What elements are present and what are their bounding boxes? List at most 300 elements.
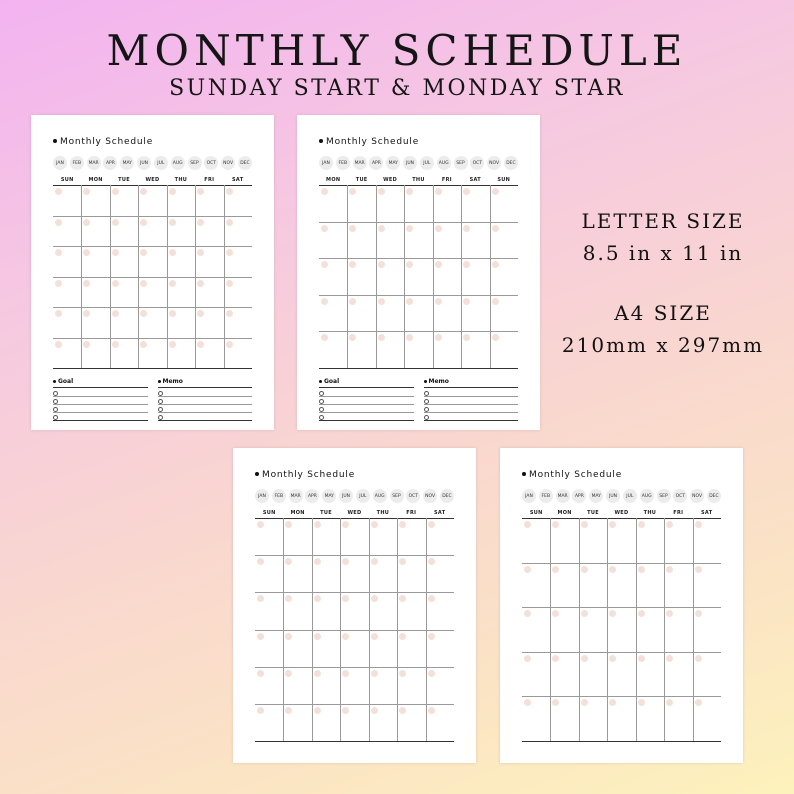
date-circle[interactable]: [321, 261, 328, 268]
grid-row-line: [319, 295, 518, 296]
grid-column-line: [664, 518, 665, 741]
weekday-label: FRI: [441, 177, 452, 183]
grid-row-line: [522, 696, 721, 697]
grid-row-line: [522, 652, 721, 653]
date-circle[interactable]: [399, 633, 406, 640]
date-circle[interactable]: [342, 670, 349, 677]
title-bullet: [319, 139, 323, 143]
weekday-label: TUE: [355, 177, 368, 183]
date-circle[interactable]: [435, 225, 442, 232]
date-circle[interactable]: [378, 225, 385, 232]
date-circle[interactable]: [314, 558, 321, 565]
date-circle[interactable]: [609, 699, 616, 706]
month-pill[interactable]: OCT: [204, 156, 218, 170]
memo-line[interactable]: [158, 420, 253, 421]
main-title: MONTHLY SCHEDULE: [106, 26, 688, 75]
title-bullet: [53, 139, 57, 143]
date-circle[interactable]: [169, 341, 176, 348]
weekday-label: SAT: [469, 177, 482, 183]
date-circle[interactable]: [428, 633, 435, 640]
date-circle[interactable]: [55, 280, 62, 287]
date-circle[interactable]: [197, 188, 204, 195]
date-circle[interactable]: [342, 707, 349, 714]
date-circle[interactable]: [55, 310, 62, 317]
date-circle[interactable]: [524, 610, 531, 617]
subtitle: SUNDAY START & MONDAY STAR: [169, 76, 625, 101]
date-circle[interactable]: [435, 188, 442, 195]
grid-bottom-line: [255, 741, 454, 742]
weekday-label: MON: [326, 177, 341, 183]
grid-bottom-line: [53, 368, 252, 369]
date-circle[interactable]: [406, 298, 413, 305]
date-circle[interactable]: [695, 610, 702, 617]
weekday-label: WED: [383, 177, 398, 183]
date-circle[interactable]: [112, 188, 119, 195]
month-pill[interactable]: OCT: [470, 156, 484, 170]
planner-title-text: Monthly Schedule: [262, 470, 356, 480]
date-circle[interactable]: [112, 219, 119, 226]
date-circle[interactable]: [112, 249, 119, 256]
date-circle[interactable]: [552, 655, 559, 662]
date-circle[interactable]: [695, 566, 702, 573]
date-circle[interactable]: [169, 280, 176, 287]
planner-title: [255, 470, 355, 480]
a4-size-label: A4 SIZE: [614, 301, 712, 325]
date-circle[interactable]: [371, 670, 378, 677]
month-pill[interactable]: MAR: [87, 156, 101, 170]
weekday-label: SAT: [434, 510, 446, 516]
month-pill[interactable]: JAN: [319, 156, 333, 170]
month-pill[interactable]: JUN: [137, 156, 151, 170]
date-circle[interactable]: [435, 298, 442, 305]
date-circle[interactable]: [399, 670, 406, 677]
month-pill[interactable]: APR: [572, 489, 586, 503]
date-circle[interactable]: [257, 558, 264, 565]
grid-row-line: [255, 704, 454, 705]
grid-column-line: [426, 518, 427, 741]
date-circle[interactable]: [112, 310, 119, 317]
month-pill[interactable]: DEC: [440, 489, 454, 503]
date-circle[interactable]: [371, 558, 378, 565]
date-circle[interactable]: [492, 225, 499, 232]
planner-page-sunday-start-no-notes: [233, 448, 476, 763]
month-pill[interactable]: JUL: [420, 156, 434, 170]
grid-bottom-line: [319, 368, 518, 369]
date-circle[interactable]: [406, 334, 413, 341]
date-circle[interactable]: [399, 521, 406, 528]
date-circle[interactable]: [581, 521, 588, 528]
date-circle[interactable]: [463, 188, 470, 195]
date-circle[interactable]: [638, 610, 645, 617]
month-pill[interactable]: FEB: [336, 156, 350, 170]
grid-column-line: [312, 518, 313, 741]
date-circle[interactable]: [638, 655, 645, 662]
grid-row-line: [53, 277, 252, 278]
date-circle[interactable]: [406, 188, 413, 195]
memo-title: [424, 378, 449, 385]
date-circle[interactable]: [581, 610, 588, 617]
date-circle[interactable]: [321, 334, 328, 341]
date-circle[interactable]: [463, 261, 470, 268]
date-circle[interactable]: [314, 633, 321, 640]
goal-label: Goal: [58, 378, 74, 385]
date-circle[interactable]: [399, 707, 406, 714]
date-circle[interactable]: [285, 633, 292, 640]
date-circle[interactable]: [428, 521, 435, 528]
memo-label: Memo: [428, 378, 449, 385]
goal-line[interactable]: [319, 404, 414, 405]
date-circle[interactable]: [609, 610, 616, 617]
month-pill[interactable]: OCT: [673, 489, 687, 503]
date-circle[interactable]: [83, 249, 90, 256]
date-circle[interactable]: [695, 699, 702, 706]
date-circle[interactable]: [285, 595, 292, 602]
date-circle[interactable]: [581, 699, 588, 706]
weekday-label: SAT: [701, 510, 713, 516]
goal-underline: [53, 387, 148, 388]
grid-row-line: [319, 222, 518, 223]
month-pill[interactable]: NOV: [690, 489, 704, 503]
letter-size-label: LETTER SIZE: [581, 209, 745, 233]
date-circle[interactable]: [695, 655, 702, 662]
date-circle[interactable]: [285, 558, 292, 565]
date-circle[interactable]: [492, 261, 499, 268]
grid-row-line: [319, 331, 518, 332]
month-pill[interactable]: SEP: [657, 489, 671, 503]
date-circle[interactable]: [55, 188, 62, 195]
goal-line[interactable]: [53, 396, 148, 397]
date-circle[interactable]: [83, 280, 90, 287]
date-circle[interactable]: [321, 188, 328, 195]
month-pill[interactable]: SEP: [454, 156, 468, 170]
date-circle[interactable]: [428, 595, 435, 602]
month-pill[interactable]: OCT: [406, 489, 420, 503]
date-circle[interactable]: [349, 261, 356, 268]
date-circle[interactable]: [140, 280, 147, 287]
grid-row-line: [522, 607, 721, 608]
date-circle[interactable]: [140, 341, 147, 348]
month-pill[interactable]: DEC: [238, 156, 252, 170]
date-circle[interactable]: [463, 225, 470, 232]
month-pill[interactable]: NOV: [423, 489, 437, 503]
date-circle[interactable]: [371, 595, 378, 602]
date-circle[interactable]: [378, 298, 385, 305]
date-circle[interactable]: [342, 558, 349, 565]
date-circle[interactable]: [140, 249, 147, 256]
date-circle[interactable]: [197, 249, 204, 256]
month-pill[interactable]: SEP: [188, 156, 202, 170]
date-circle[interactable]: [609, 655, 616, 662]
date-circle[interactable]: [581, 566, 588, 573]
memo-line[interactable]: [424, 420, 519, 421]
month-pill[interactable]: MAY: [120, 156, 134, 170]
weekday-label: TUE: [118, 177, 130, 183]
planner-title: [53, 137, 153, 147]
month-pill[interactable]: NOV: [487, 156, 501, 170]
month-pill[interactable]: FEB: [539, 489, 553, 503]
date-circle[interactable]: [169, 249, 176, 256]
date-circle[interactable]: [314, 670, 321, 677]
goal-line[interactable]: [319, 412, 414, 413]
date-circle[interactable]: [371, 707, 378, 714]
date-circle[interactable]: [169, 219, 176, 226]
date-circle[interactable]: [83, 341, 90, 348]
month-pill[interactable]: APR: [305, 489, 319, 503]
weekday-label: MON: [88, 177, 103, 183]
date-circle[interactable]: [463, 298, 470, 305]
month-pill[interactable]: JUL: [154, 156, 168, 170]
date-circle[interactable]: [226, 219, 233, 226]
date-circle[interactable]: [112, 341, 119, 348]
month-pill[interactable]: JUN: [606, 489, 620, 503]
grid-top-line: [522, 518, 721, 519]
goal-underline: [319, 387, 414, 388]
date-circle[interactable]: [55, 341, 62, 348]
weekday-label: THU: [174, 177, 188, 183]
grid-top-line: [255, 518, 454, 519]
date-circle[interactable]: [197, 310, 204, 317]
grid-column-line: [110, 185, 111, 368]
date-circle[interactable]: [83, 219, 90, 226]
planner-title: [522, 470, 622, 480]
date-circle[interactable]: [666, 521, 673, 528]
month-pill[interactable]: DEC: [707, 489, 721, 503]
date-circle[interactable]: [581, 655, 588, 662]
weekday-header: [255, 510, 454, 516]
date-circle[interactable]: [257, 521, 264, 528]
date-circle[interactable]: [666, 699, 673, 706]
month-selector: [53, 156, 252, 170]
date-circle[interactable]: [83, 310, 90, 317]
date-circle[interactable]: [492, 334, 499, 341]
date-circle[interactable]: [314, 595, 321, 602]
date-circle[interactable]: [112, 280, 119, 287]
date-circle[interactable]: [695, 521, 702, 528]
month-pill[interactable]: MAY: [589, 489, 603, 503]
weekday-header: [522, 510, 721, 516]
memo-label: Memo: [162, 378, 183, 385]
title-bullet: [522, 472, 526, 476]
grid-column-line: [636, 518, 637, 741]
memo-bullet: [424, 380, 427, 383]
date-circle[interactable]: [349, 298, 356, 305]
date-circle[interactable]: [435, 334, 442, 341]
memo-line[interactable]: [424, 404, 519, 405]
goal-line[interactable]: [53, 420, 148, 421]
month-pill[interactable]: AUG: [437, 156, 451, 170]
date-circle[interactable]: [257, 670, 264, 677]
date-circle[interactable]: [638, 566, 645, 573]
planner-page-sunday-start: [31, 115, 274, 430]
date-circle[interactable]: [342, 595, 349, 602]
month-pill[interactable]: AUG: [373, 489, 387, 503]
month-pill[interactable]: MAR: [289, 489, 303, 503]
date-circle[interactable]: [428, 707, 435, 714]
date-circle[interactable]: [349, 225, 356, 232]
weekday-label: THU: [643, 510, 657, 516]
goal-line[interactable]: [319, 396, 414, 397]
goal-label: Goal: [324, 378, 340, 385]
date-circle[interactable]: [226, 341, 233, 348]
date-circle[interactable]: [378, 334, 385, 341]
date-circle[interactable]: [428, 670, 435, 677]
month-pill[interactable]: DEC: [504, 156, 518, 170]
date-circle[interactable]: [55, 249, 62, 256]
grid-row-line: [319, 258, 518, 259]
weekday-label: FRI: [673, 510, 684, 516]
date-circle[interactable]: [378, 188, 385, 195]
date-circle[interactable]: [321, 298, 328, 305]
date-circle[interactable]: [524, 655, 531, 662]
month-pill[interactable]: MAR: [353, 156, 367, 170]
date-circle[interactable]: [552, 521, 559, 528]
month-pill[interactable]: APR: [369, 156, 383, 170]
month-pill[interactable]: MAY: [386, 156, 400, 170]
grid-row-line: [255, 555, 454, 556]
date-circle[interactable]: [399, 558, 406, 565]
date-circle[interactable]: [55, 219, 62, 226]
month-pill[interactable]: JUN: [403, 156, 417, 170]
goal-line[interactable]: [53, 412, 148, 413]
grid-column-line: [347, 185, 348, 368]
month-pill[interactable]: NOV: [221, 156, 235, 170]
date-circle[interactable]: [169, 310, 176, 317]
date-circle[interactable]: [552, 566, 559, 573]
date-circle[interactable]: [463, 334, 470, 341]
memo-title: [158, 378, 183, 385]
goal-line[interactable]: [319, 420, 414, 421]
month-pill[interactable]: JUL: [356, 489, 370, 503]
month-pill[interactable]: JUL: [623, 489, 637, 503]
memo-line[interactable]: [158, 412, 253, 413]
date-circle[interactable]: [428, 558, 435, 565]
grid-column-line: [404, 185, 405, 368]
date-circle[interactable]: [524, 699, 531, 706]
goal-line[interactable]: [53, 404, 148, 405]
month-pill[interactable]: JAN: [522, 489, 536, 503]
month-selector: [522, 489, 721, 503]
date-circle[interactable]: [140, 188, 147, 195]
date-circle[interactable]: [638, 521, 645, 528]
date-circle[interactable]: [226, 280, 233, 287]
date-circle[interactable]: [349, 334, 356, 341]
date-circle[interactable]: [406, 261, 413, 268]
date-circle[interactable]: [226, 188, 233, 195]
date-circle[interactable]: [378, 261, 385, 268]
planner-title: [319, 137, 419, 147]
date-circle[interactable]: [406, 225, 413, 232]
weekday-label: SAT: [232, 177, 244, 183]
grid-column-line: [283, 518, 284, 741]
date-circle[interactable]: [257, 707, 264, 714]
weekday-header: [53, 177, 252, 183]
date-circle[interactable]: [342, 633, 349, 640]
date-circle[interactable]: [197, 219, 204, 226]
month-pill[interactable]: JUN: [339, 489, 353, 503]
date-circle[interactable]: [552, 699, 559, 706]
grid-column-line: [376, 185, 377, 368]
date-circle[interactable]: [197, 280, 204, 287]
month-selector: [255, 489, 454, 503]
date-circle[interactable]: [257, 595, 264, 602]
date-circle[interactable]: [285, 521, 292, 528]
date-circle[interactable]: [349, 188, 356, 195]
weekday-label: SUN: [497, 177, 511, 183]
date-circle[interactable]: [321, 225, 328, 232]
memo-line[interactable]: [424, 412, 519, 413]
date-circle[interactable]: [609, 566, 616, 573]
date-circle[interactable]: [285, 670, 292, 677]
date-circle[interactable]: [638, 699, 645, 706]
grid-column-line: [607, 518, 608, 741]
grid-row-line: [53, 307, 252, 308]
date-circle[interactable]: [492, 188, 499, 195]
month-pill[interactable]: SEP: [390, 489, 404, 503]
date-circle[interactable]: [197, 341, 204, 348]
date-circle[interactable]: [342, 521, 349, 528]
date-circle[interactable]: [140, 219, 147, 226]
date-circle[interactable]: [169, 188, 176, 195]
memo-underline: [424, 387, 519, 388]
date-circle[interactable]: [257, 633, 264, 640]
grid-row-line: [53, 338, 252, 339]
weekday-label: THU: [412, 177, 425, 183]
memo-line[interactable]: [158, 396, 253, 397]
date-circle[interactable]: [666, 610, 673, 617]
weekday-label: SUN: [60, 177, 74, 183]
weekday-label: TUE: [587, 510, 599, 516]
date-circle[interactable]: [666, 566, 673, 573]
month-pill[interactable]: FEB: [70, 156, 84, 170]
size-info: [548, 205, 778, 361]
date-circle[interactable]: [226, 249, 233, 256]
date-circle[interactable]: [140, 310, 147, 317]
date-circle[interactable]: [666, 655, 673, 662]
month-pill[interactable]: MAY: [322, 489, 336, 503]
date-circle[interactable]: [492, 298, 499, 305]
memo-underline: [158, 387, 253, 388]
a4-size-dims: 210mm x 297mm: [561, 333, 765, 357]
date-circle[interactable]: [226, 310, 233, 317]
month-pill[interactable]: AUG: [171, 156, 185, 170]
month-pill[interactable]: APR: [103, 156, 117, 170]
date-circle[interactable]: [285, 707, 292, 714]
month-pill[interactable]: JAN: [255, 489, 269, 503]
grid-row-line: [53, 246, 252, 247]
memo-line[interactable]: [424, 396, 519, 397]
grid-column-line: [224, 185, 225, 368]
date-circle[interactable]: [524, 566, 531, 573]
date-circle[interactable]: [552, 610, 559, 617]
grid-column-line: [490, 185, 491, 368]
date-circle[interactable]: [83, 188, 90, 195]
memo-line[interactable]: [158, 404, 253, 405]
date-circle[interactable]: [399, 595, 406, 602]
planner-page-sunday-start-large-grid: [500, 448, 743, 763]
month-pill[interactable]: AUG: [640, 489, 654, 503]
date-circle[interactable]: [435, 261, 442, 268]
date-circle[interactable]: [314, 707, 321, 714]
month-pill[interactable]: JAN: [53, 156, 67, 170]
date-circle[interactable]: [524, 521, 531, 528]
month-pill[interactable]: FEB: [272, 489, 286, 503]
date-circle[interactable]: [371, 521, 378, 528]
grid-row-line: [255, 630, 454, 631]
date-circle[interactable]: [314, 521, 321, 528]
date-circle[interactable]: [609, 521, 616, 528]
month-pill[interactable]: MAR: [556, 489, 570, 503]
date-circle[interactable]: [371, 633, 378, 640]
